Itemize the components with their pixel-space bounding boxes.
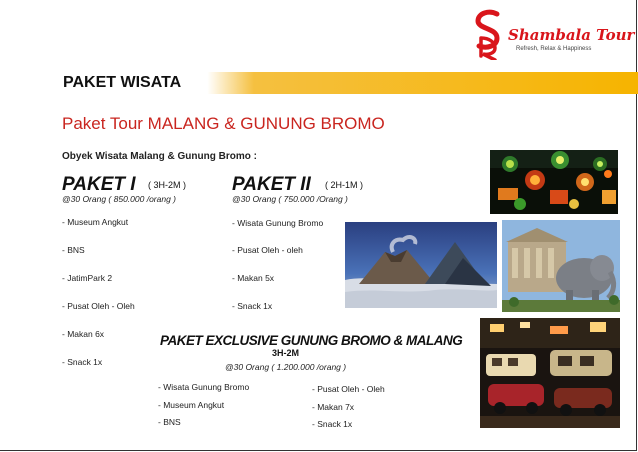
paket1-duration: ( 3H-2M ): [148, 180, 186, 190]
section-heading: Obyek Wisata Malang & Gunung Bromo :: [62, 151, 257, 162]
exclusive-title: PAKET EXCLUSIVE GUNUNG BROMO & MALANG: [160, 333, 463, 348]
exclusive-duration: 3H-2M: [272, 348, 300, 358]
paket1-item: - Museum Angkut: [62, 217, 129, 227]
exclusive-item: - Pusat Oleh - Oleh: [312, 384, 385, 394]
paket2-item: - Makan 5x: [232, 273, 275, 283]
paket1-item: - JatimPark 2: [62, 273, 113, 283]
exclusive-item: - Wisata Gunung Bromo: [158, 382, 250, 392]
exclusive-price: @30 Orang ( 1.200.000 /orang ): [225, 362, 347, 372]
paket2-price: @30 Orang ( 750.000 /Orang ): [232, 194, 348, 204]
paket1-item: - Pusat Oleh - Oleh: [62, 301, 135, 311]
brand-name: Shambala Tour: [508, 26, 635, 44]
night-festival-photo: [490, 150, 618, 214]
banner-title: PAKET WISATA: [63, 74, 182, 91]
paket1-item: - Makan 6x: [62, 329, 105, 339]
paket2-duration: ( 2H-1M ): [325, 180, 363, 190]
shambala-logo-icon: [473, 8, 503, 60]
page-subtitle: Paket Tour MALANG & GUNUNG BROMO: [62, 114, 385, 133]
exclusive-item: - Museum Angkut: [158, 400, 225, 410]
exclusive-item: - Makan 7x: [312, 402, 355, 412]
paket1-price: @30 Orang ( 850.000 /orang ): [62, 194, 177, 204]
bromo-mountain-photo: [345, 222, 497, 308]
brand-tagline: Refresh, Relax & Happiness: [516, 46, 592, 52]
exclusive-item: - Snack 1x: [312, 419, 353, 429]
paket2-item: - Snack 1x: [232, 301, 273, 311]
paket1-item: - BNS: [62, 245, 85, 255]
museum-angkut-photo: [480, 318, 620, 428]
paket2-item: - Wisata Gunung Bromo: [232, 218, 324, 228]
paket1-title: PAKET I: [62, 174, 136, 195]
paket2-title: PAKET II: [232, 174, 311, 195]
exclusive-item: - BNS: [158, 417, 181, 427]
paket1-item: - Snack 1x: [62, 357, 103, 367]
jatimpark-elephant-photo: [502, 220, 620, 312]
paket2-item: - Pusat Oleh - oleh: [232, 245, 303, 255]
